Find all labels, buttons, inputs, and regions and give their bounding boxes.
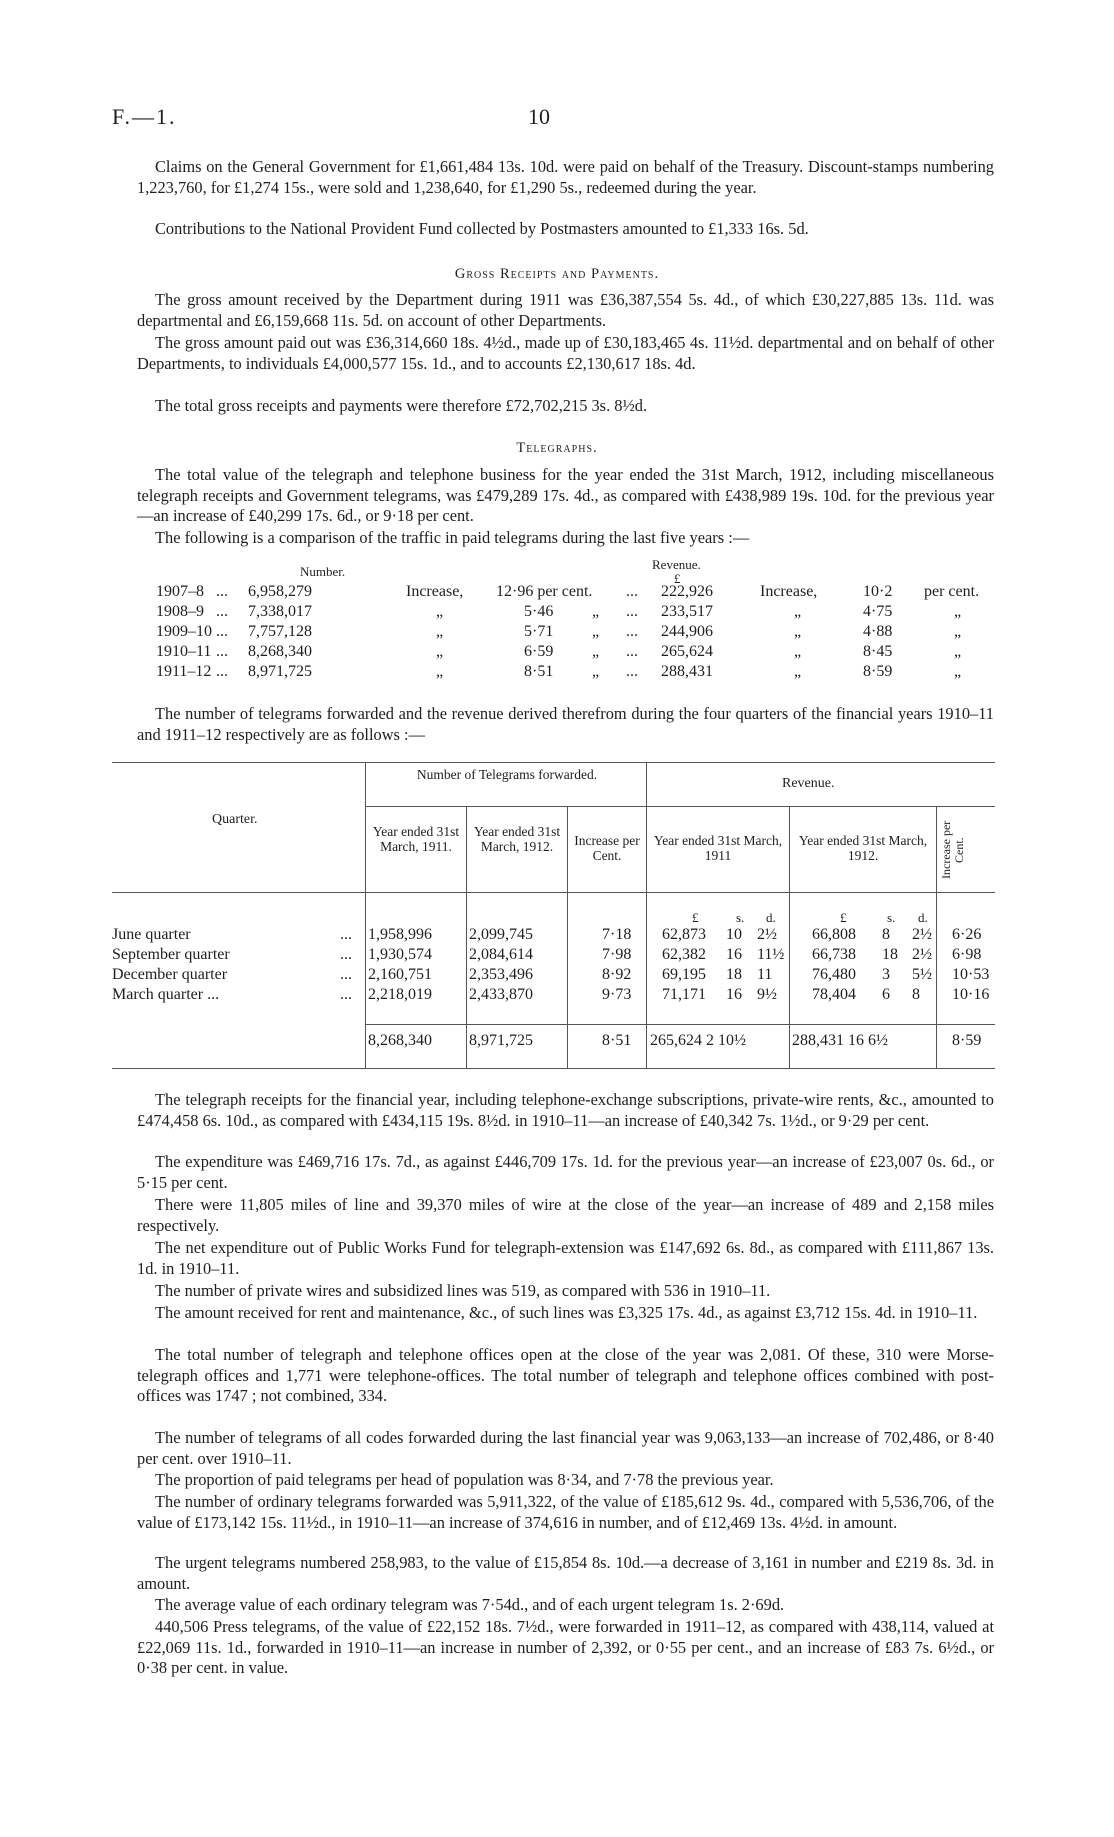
quarter-row-n1: 1,958,996 bbox=[368, 926, 432, 943]
quarter-row-r1d: 2½ bbox=[757, 926, 777, 943]
quarters-table bbox=[112, 762, 995, 1062]
paragraph-telegraph-detail: The amount received for rent and maintenance, &c., of such lines was £3,325 17s. 4d., as against £3,712 15s. 4d. in 1910–11. bbox=[155, 1303, 978, 1322]
stats-cell-year: 1909–10 bbox=[156, 623, 212, 640]
table-col-rule bbox=[567, 806, 568, 1068]
paragraph-telegraph-detail: The average value of each ordinary telegram was 7·54d., and of each urgent telegram 1s. 2·69d. bbox=[155, 1595, 785, 1614]
stats-cell-inc2: „ bbox=[794, 603, 802, 620]
stats-row bbox=[156, 643, 986, 663]
quarter-row-r1s: 18 bbox=[726, 966, 742, 983]
quarter-row-rinc: 6·98 bbox=[952, 946, 982, 963]
stats-cell-year: 1907–8 bbox=[156, 583, 204, 600]
stats-cell-year: 1911–12 bbox=[156, 663, 212, 680]
unit-shilling: s. bbox=[887, 910, 896, 925]
header-revenue-increase: Increase per Cent. bbox=[939, 820, 966, 880]
stats-cell-pc: „ bbox=[954, 603, 962, 620]
unit-shilling: s. bbox=[736, 910, 745, 925]
table-col-rule bbox=[646, 762, 647, 1068]
header-revenue-1911: Year ended 31st March, 1911 bbox=[653, 833, 783, 863]
quarter-row-dots: ... bbox=[340, 966, 352, 983]
quarter-row-q: December quarter bbox=[112, 966, 228, 983]
stats-cell-pc: per cent. bbox=[924, 583, 980, 600]
unit-pence: d. bbox=[918, 910, 928, 925]
stats-cell-rev: 233,517 bbox=[661, 603, 713, 620]
paragraph-comparison-intro: The following is a comparison of the traffic in paid telegrams during the last five years :— bbox=[155, 528, 750, 547]
stats-cell-number: 6,958,279 bbox=[248, 583, 312, 600]
quarter-row-dots: ... bbox=[340, 946, 352, 963]
quarter-row-r1s: 16 bbox=[726, 986, 742, 1003]
quarter-row-r2d: 2½ bbox=[912, 926, 932, 943]
stats-cell-dots2: ... bbox=[626, 663, 638, 680]
header-revenue-1912: Year ended 31st March, 1912. bbox=[798, 833, 928, 863]
page-number: 10 bbox=[528, 104, 550, 129]
stats-cell-inc2: „ bbox=[794, 643, 802, 660]
stats-cell-inc: „ bbox=[436, 663, 444, 680]
stats-cell-pct2: 8·59 bbox=[863, 663, 893, 680]
total-number-1912: 8,971,725 bbox=[469, 1032, 533, 1049]
paragraph-provident-fund: Contributions to the National Provident Fund collected by Postmasters amounted to £1,333 16s. 5d. bbox=[155, 219, 809, 238]
stats-cell-q: „ bbox=[592, 663, 600, 680]
stats-cell-dots: ... bbox=[216, 663, 228, 680]
quarter-row-rinc: 10·53 bbox=[952, 966, 990, 983]
total-number-increase: 8·51 bbox=[602, 1032, 632, 1049]
stats-cell-number: 8,971,725 bbox=[248, 663, 312, 680]
stats-row bbox=[156, 583, 986, 603]
unit-pound: £ bbox=[692, 910, 699, 925]
stats-cell-pct: 12·96 per cent. bbox=[496, 583, 593, 600]
quarter-row-r1s: 16 bbox=[726, 946, 742, 963]
stats-cell-pc: „ bbox=[954, 643, 962, 660]
quarter-row-n1: 2,218,019 bbox=[368, 986, 432, 1003]
stats-cell-dots2: ... bbox=[626, 643, 638, 660]
stats-header-number: Number. bbox=[300, 564, 346, 579]
stats-cell-dots2: ... bbox=[626, 603, 638, 620]
stats-cell-rev: 222,926 bbox=[661, 583, 713, 600]
paragraph-telegraph-detail: The number of ordinary telegrams forwarded was 5,911,322, of the value of £185,612 9s. 4d., compared with 5,536,706, of the value of £173,142 15s. 11½d., in 1910–11—an increase of 374,616 in number, and of £12,469 13s. 4½d. in amount. bbox=[137, 1492, 994, 1532]
stats-cell-dots2: ... bbox=[626, 623, 638, 640]
quarter-row-r2l: 78,404 bbox=[812, 986, 856, 1003]
paragraph-telegraph-detail: The net expenditure out of Public Works Fund for telegraph-extension was £147,692 6s. 8d., as compared with £111,867 13s. 1d. in 1910–11. bbox=[137, 1238, 994, 1278]
table-rule-subheader bbox=[365, 806, 995, 807]
stats-cell-dots2: ... bbox=[626, 583, 638, 600]
stats-cell-pct: 8·51 bbox=[524, 663, 554, 680]
header-number-1912: Year ended 31st March, 1912. bbox=[473, 824, 561, 854]
stats-cell-pct2: 8·45 bbox=[863, 643, 893, 660]
stats-row bbox=[156, 663, 986, 683]
stats-cell-year: 1908–9 bbox=[156, 603, 204, 620]
quarter-row-r1l: 71,171 bbox=[662, 986, 706, 1003]
header-revenue: Revenue. bbox=[782, 776, 835, 791]
document-reference: F.—1. bbox=[112, 104, 177, 129]
stats-row bbox=[156, 623, 986, 643]
quarter-row-n2: 2,353,496 bbox=[469, 966, 533, 983]
quarter-row-r2l: 76,480 bbox=[812, 966, 856, 983]
paragraph-telegraph-detail: The proportion of paid telegrams per head of population was 8·34, and 7·78 the previous year. bbox=[155, 1470, 774, 1489]
stats-cell-number: 7,338,017 bbox=[248, 603, 312, 620]
header-quarter: Quarter. bbox=[212, 812, 258, 827]
stats-header-pound: £ bbox=[674, 571, 681, 586]
stats-cell-rev: 265,624 bbox=[661, 643, 713, 660]
total-revenue-increase: 8·59 bbox=[952, 1032, 982, 1049]
quarter-row-inc: 7·98 bbox=[602, 946, 632, 963]
stats-cell-q: „ bbox=[592, 643, 600, 660]
stats-cell-dots: ... bbox=[216, 603, 228, 620]
stats-cell-rev: 244,906 bbox=[661, 623, 713, 640]
paragraph-claims: Claims on the General Government for £1,661,484 13s. 10d. were paid on behalf of the Treasury. Discount-stamps numbering 1,223,760, for £1,274 15s., were sold and 1,238,640, for £1,290 5s., redeemed during the year. bbox=[137, 157, 994, 197]
stats-cell-pct2: 4·75 bbox=[863, 603, 893, 620]
paragraph-telegraph-detail: The telegraph receipts for the financial year, including telephone-exchange subscriptions, private-wire rents, &c., amounted to £474,458 6s. 10d., as compared with £434,115 19s. 8½d. in 1910–11—an increase of £40,342 7s. 1½d., or 9·29 per cent. bbox=[137, 1090, 994, 1130]
quarter-row-r1l: 62,873 bbox=[662, 926, 706, 943]
stats-header-revenue: Revenue. bbox=[652, 557, 701, 572]
table-rule-header-bottom bbox=[112, 892, 995, 893]
quarter-row-n1: 2,160,751 bbox=[368, 966, 432, 983]
unit-pound: £ bbox=[840, 910, 847, 925]
total-revenue-1912: 288,431 16 6½ bbox=[792, 1032, 888, 1049]
table-rule-top bbox=[112, 762, 995, 763]
quarter-row-dots: ... bbox=[340, 986, 352, 1003]
quarter-row-r2s: 6 bbox=[882, 986, 890, 1003]
total-number-1911: 8,268,340 bbox=[368, 1032, 432, 1049]
header-number-1911: Year ended 31st March, 1911. bbox=[372, 824, 460, 854]
quarter-row-q: March quarter ... bbox=[112, 986, 220, 1003]
quarter-row-inc: 7·18 bbox=[602, 926, 632, 943]
quarter-row-r1d: 9½ bbox=[757, 986, 777, 1003]
stats-cell-rev: 288,431 bbox=[661, 663, 713, 680]
quarter-row-rinc: 6·26 bbox=[952, 926, 982, 943]
stats-cell-inc: „ bbox=[436, 603, 444, 620]
stats-cell-pc: „ bbox=[954, 623, 962, 640]
stats-cell-pct2: 4·88 bbox=[863, 623, 893, 640]
stats-cell-number: 7,757,128 bbox=[248, 623, 312, 640]
stats-cell-inc: Increase, bbox=[406, 583, 464, 600]
total-revenue-1911: 265,624 2 10½ bbox=[650, 1032, 746, 1049]
paragraph-gross-paid: The gross amount paid out was £36,314,660 18s. 4½d., made up of £30,183,465 4s. 11½d. departmental and on behalf of other Departments, to individuals £4,000,577 15s. 1d., and to accounts £2,130,617 18s. 4d. bbox=[137, 333, 994, 373]
quarter-row-r2s: 18 bbox=[882, 946, 898, 963]
quarter-row-n2: 2,433,870 bbox=[469, 986, 533, 1003]
heading-gross-receipts: Gross Receipts and Payments. bbox=[454, 266, 660, 282]
stats-cell-pct2: 10·2 bbox=[863, 583, 893, 600]
paragraph-gross-total: The total gross receipts and payments were therefore £72,702,215 3s. 8½d. bbox=[155, 396, 648, 415]
stats-cell-pct: 5·46 bbox=[524, 603, 554, 620]
paragraph-telegraph-detail: There were 11,805 miles of line and 39,370 miles of wire at the close of the year—an increase of 489 and 2,158 miles respectively. bbox=[137, 1195, 994, 1235]
quarter-row-inc: 8·92 bbox=[602, 966, 632, 983]
heading-telegraphs: Telegraphs. bbox=[516, 440, 598, 456]
stats-cell-inc: „ bbox=[436, 623, 444, 640]
table-col-rule bbox=[789, 806, 790, 1068]
table-rule-bottom bbox=[112, 1068, 995, 1069]
stats-cell-dots: ... bbox=[216, 583, 228, 600]
quarter-row-q: September quarter bbox=[112, 946, 230, 963]
stats-cell-year: 1910–11 bbox=[156, 643, 212, 660]
stats-cell-pct: 5·71 bbox=[524, 623, 554, 640]
quarter-row-r2d: 2½ bbox=[912, 946, 932, 963]
quarter-row-r1d: 11½ bbox=[757, 946, 785, 963]
quarter-row-n1: 1,930,574 bbox=[368, 946, 432, 963]
table-rule-totals bbox=[365, 1024, 995, 1025]
paragraph-telegraph-detail: The total number of telegraph and telephone offices open at the close of the year was 2,081. Of these, 310 were Morse-telegraph offices and 1,771 were telephone-offices. The total number of telegraph and telephone offices combined with post-offices was 1747 ; not combined, 334. bbox=[137, 1345, 994, 1405]
quarter-row-r1d: 11 bbox=[757, 966, 773, 983]
quarter-row-rinc: 10·16 bbox=[952, 986, 990, 1003]
stats-cell-number: 8,268,340 bbox=[248, 643, 312, 660]
paragraph-gross-received: The gross amount received by the Department during 1911 was £36,387,554 5s. 4d., of which £30,227,885 13s. 11d. was departmental and £6,159,668 11s. 5d. on account of other Departments. bbox=[137, 290, 994, 330]
stats-cell-q: „ bbox=[592, 603, 600, 620]
table-col-rule bbox=[466, 806, 467, 1068]
quarter-row-n2: 2,084,614 bbox=[469, 946, 533, 963]
stats-cell-pc: „ bbox=[954, 663, 962, 680]
stats-cell-q: „ bbox=[592, 623, 600, 640]
stats-cell-dots: ... bbox=[216, 623, 228, 640]
quarter-row-n2: 2,099,745 bbox=[469, 926, 533, 943]
header-number-forwarded: Number of Telegrams forwarded. bbox=[416, 767, 598, 782]
unit-pence: d. bbox=[766, 910, 776, 925]
paragraph-telegraph-detail: The number of private wires and subsidized lines was 519, as compared with 536 in 1910–11. bbox=[155, 1281, 771, 1300]
stats-cell-pct: 6·59 bbox=[524, 643, 554, 660]
quarter-row-r2d: 5½ bbox=[912, 966, 932, 983]
paragraph-telegraph-detail: The expenditure was £469,716 17s. 7d., as against £446,709 17s. 1d. for the previous year—an increase of £23,007 0s. 6d., or 5·15 per cent. bbox=[137, 1152, 994, 1192]
quarter-row-r1s: 10 bbox=[726, 926, 742, 943]
quarter-row-inc: 9·73 bbox=[602, 986, 632, 1003]
paragraph-telegraph-detail: The urgent telegrams numbered 258,983, to the value of £15,854 8s. 10d.—a decrease of 3,161 in number and £219 8s. 3d. in amount. bbox=[137, 1553, 994, 1593]
paragraph-telegraph-detail: The number of telegrams of all codes forwarded during the last financial year was 9,063,133—an increase of 702,486, or 8·40 per cent. over 1910–11. bbox=[137, 1428, 994, 1468]
stats-cell-inc: „ bbox=[436, 643, 444, 660]
paragraph-telegraph-detail: 440,506 Press telegrams, of the value of £22,152 18s. 7½d., were forwarded in 1911–12, as compared with 438,114, valued at £22,069 11s. 1d., forwarded in 1910–11—an increase in number of 2,392, or 0·55 per cent., and an increase of £83 7s. 6½d., or 0·38 per cent. in value. bbox=[137, 1617, 994, 1677]
quarter-row-r2s: 3 bbox=[882, 966, 890, 983]
stats-cell-dots: ... bbox=[216, 643, 228, 660]
quarter-row-r2l: 66,738 bbox=[812, 946, 856, 963]
quarter-row-r2l: 66,808 bbox=[812, 926, 856, 943]
stats-cell-inc2: Increase, bbox=[760, 583, 818, 600]
stats-row bbox=[156, 603, 986, 623]
table-col-rule bbox=[936, 806, 937, 1068]
paragraph-telegraph-business: The total value of the telegraph and telephone business for the year ended the 31st March, 1912, including miscellaneous telegraph receipts and Government telegrams, was £479,289 17s. 4d., as compared with £438,989 19s. 10d. for the previous year—an increase of £40,299 17s. 6d., or 9·18 per cent. bbox=[137, 465, 994, 525]
stats-cell-inc2: „ bbox=[794, 623, 802, 640]
quarter-row-r1l: 69,195 bbox=[662, 966, 706, 983]
stats-cell-inc2: „ bbox=[794, 663, 802, 680]
quarter-row-r2s: 8 bbox=[882, 926, 890, 943]
quarter-row-r1l: 62,382 bbox=[662, 946, 706, 963]
quarter-row-r2d: 8 bbox=[912, 986, 920, 1003]
header-number-increase: Increase per Cent. bbox=[574, 833, 640, 863]
table-col-rule bbox=[365, 762, 366, 1068]
quarter-row-q: June quarter bbox=[112, 926, 191, 943]
paragraph-quarters-intro: The number of telegrams forwarded and the revenue derived therefrom during the four quarters of the financial years 1910–11 and 1911–12 respectively are as follows :— bbox=[137, 704, 994, 744]
quarter-row-dots: ... bbox=[340, 926, 352, 943]
